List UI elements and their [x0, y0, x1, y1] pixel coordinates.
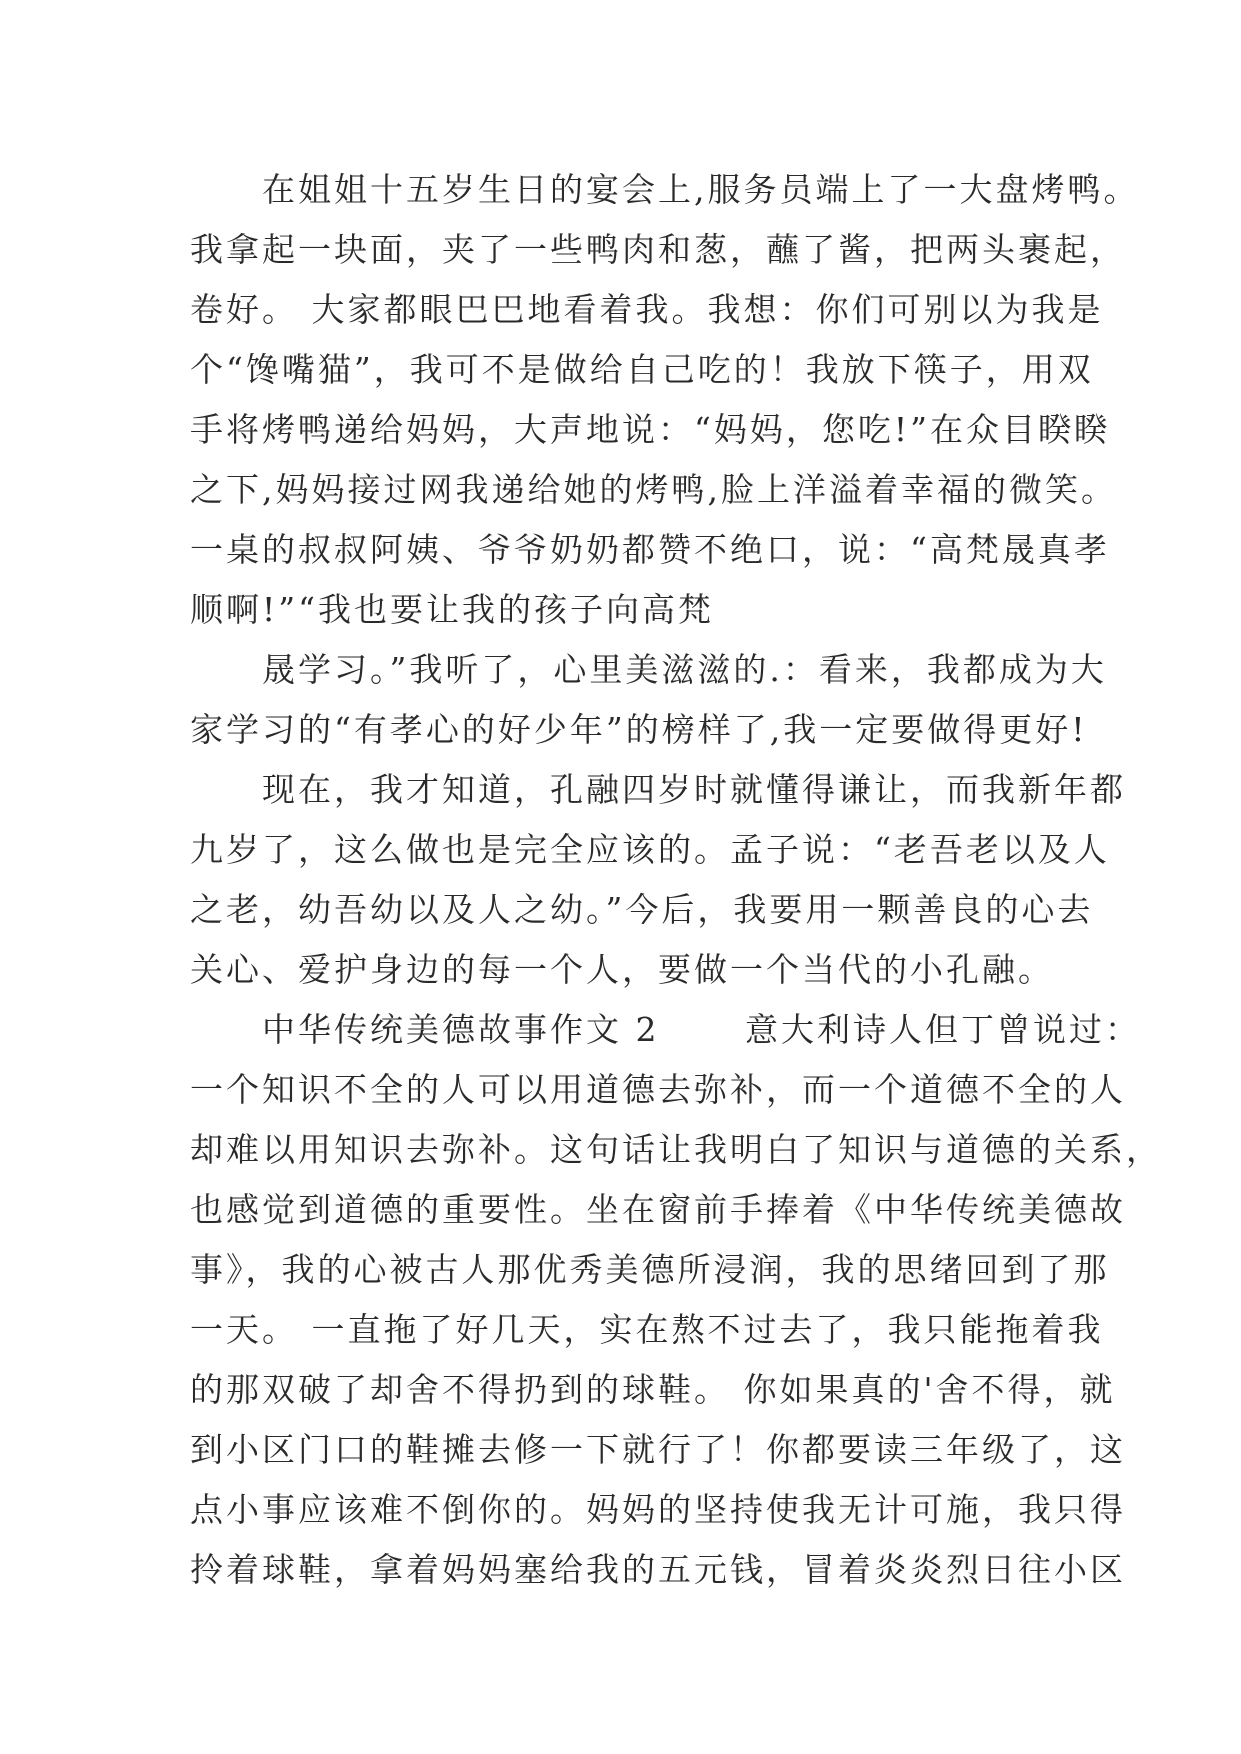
- text-line: 手将烤鸭递给妈妈，大声地说：“妈妈，您吃!”在众目睽睽: [190, 410, 1111, 449]
- text-line: 晟学习。”我听了，心里美滋滋的.：看来，我都成为大: [190, 650, 1107, 689]
- text-line: 家学习的“有孝心的好少年”的榜样了,我一定要做得更好!: [190, 710, 1088, 749]
- text-line: 卷好。 大家都眼巴巴地看着我。我想：你们可别以为我是: [190, 290, 1104, 329]
- text-line: 之老，幼吾幼以及人之幼。”今后，我要用一颗善良的心去: [190, 890, 1094, 929]
- text-line: 点小事应该难不倒你的。妈妈的坚持使我无计可施，我只得: [190, 1490, 1126, 1529]
- text-line: 一个知识不全的人可以用道德去弥补，而一个道德不全的人: [190, 1070, 1126, 1109]
- text-line: 九岁了，这么做也是完全应该的。孟子说：“老吾老以及人: [190, 830, 1110, 869]
- text-line: 之下,妈妈接过网我递给她的烤鸭,脸上洋溢着幸福的微笑。: [190, 470, 1117, 509]
- text-line: 我拿起一块面，夹了一些鸭肉和葱，蘸了酱，把两头裹起，: [190, 230, 1126, 269]
- text-line: 的那双破了却舍不得扔到的球鞋。 你如果真的'舍不得，就: [190, 1370, 1116, 1409]
- essay-body: [190, 160, 1162, 1600]
- text-line: 事》，我的心被古人那优秀美德所浸润，我的思绪回到了那: [190, 1250, 1110, 1289]
- text-line: 拎着球鞋，拿着妈妈塞给我的五元钱，冒着炎炎烈日往小区: [190, 1550, 1126, 1589]
- text-line: 现在，我才知道，孔融四岁时就懂得谦让，而我新年都: [190, 770, 1126, 809]
- text-line: 顺啊!”“我也要让我的孩子向高梵: [190, 590, 715, 629]
- text-line: 也感觉到道德的重要性。坐在窗前手捧着《中华传统美德故: [190, 1190, 1126, 1229]
- text-line: 在姐姐十五岁生日的宴会上,服务员端上了一大盘烤鸭。: [190, 170, 1140, 209]
- text-line: 一桌的叔叔阿姨、爷爷奶奶都赞不绝口，说：“高梵晟真孝: [190, 530, 1110, 569]
- text-line: 却难以用知识去弥补。这句话让我明白了知识与道德的关系，: [190, 1130, 1162, 1169]
- text-line: 个“馋嘴猫”，我可不是做给自己吃的！我放下筷子，用双: [190, 350, 1094, 389]
- text-line: 一天。 一直拖了好几天，实在熬不过去了，我只能拖着我: [190, 1310, 1104, 1349]
- text-line: 关心、爱护身边的每一个人，要做一个当代的小孔融。: [190, 950, 1054, 989]
- text-line: 到小区门口的鞋摊去修一下就行了！你都要读三年级了，这: [190, 1430, 1126, 1469]
- text-line: 中华传统美德故事作文 2 意大利诗人但丁曾说过：: [190, 1010, 1141, 1049]
